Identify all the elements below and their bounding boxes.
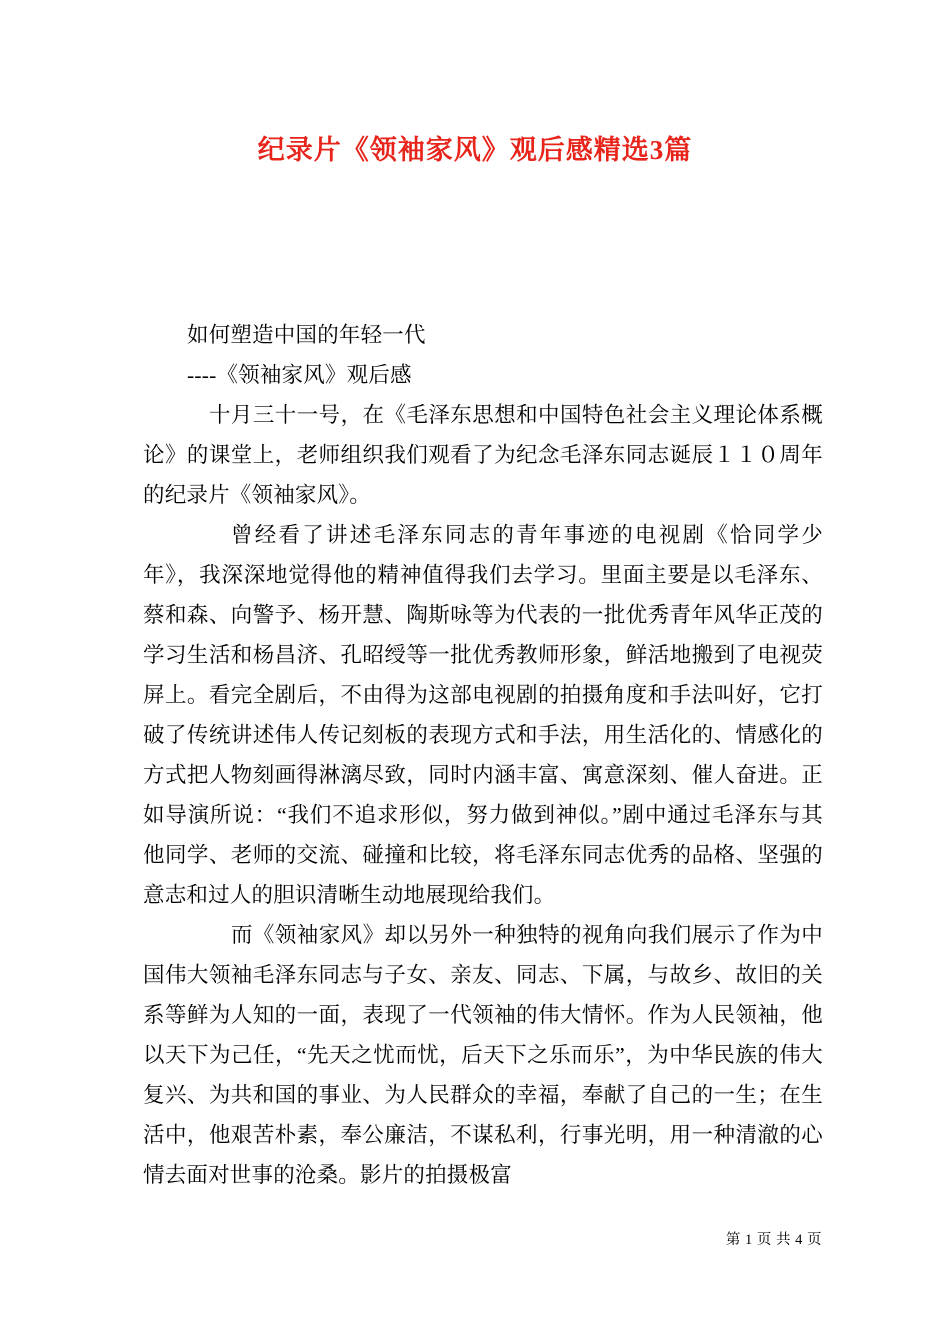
paragraph: 而《领袖家风》却以另外一种独特的视角向我们展示了作为中国伟大领袖毛泽东同志与子女、亲友、同志、下属，与故乡、故旧的关系等鲜为人知的一面，表现了一代领袖的伟大情怀。作为人民领袖，他以天下为己任，“先天之忧而忧，后天下之乐而乐”，为中华民族的伟大复兴、为共和国的事业、为人民群众的幸福，奉献了自己的一生；在生活中，他艰苦朴素，奉公廉洁，不谋私利，行事光明，用一种清澈的心情去面对世事的沧桑。影片的拍摄极富 — [143, 923, 823, 1187]
paragraph: 如何塑造中国的年轻一代 — [187, 323, 426, 347]
page-title: 纪录片《领袖家风》观后感精选3篇 — [257, 135, 693, 165]
paragraph: ----《领袖家风》观后感 — [187, 363, 412, 387]
page-footer: 第 1 页 共 4 页 — [725, 1232, 822, 1248]
paragraph: 十月三十一号，在《毛泽东思想和中国特色社会主义理论体系概论》的课堂上，老师组织我们观看了为纪念毛泽东同志诞辰１１０周年的纪录片《领袖家风》。 — [143, 403, 823, 507]
document-body — [143, 315, 823, 1195]
paragraph: 曾经看了讲述毛泽东同志的青年事迹的电视剧《恰同学少年》，我深深地觉得他的精神值得我们去学习。里面主要是以毛泽东、蔡和森、向警予、杨开慧、陶斯咏等为代表的一批优秀青年风华正茂的学习生活和杨昌济、孔昭绶等一批优秀教师形象，鲜活地搬到了电视荧屏上。看完全剧后，不由得为这部电视剧的拍摄角度和手法叫好，它打破了传统讲述伟人传记刻板的表现方式和手法，用生活化的、情感化的方式把人物刻画得淋漓尽致，同时内涵丰富、寓意深刻、催人奋进。正如导演所说：“我们不追求形似，努力做到神似。”剧中通过毛泽东与其他同学、老师的交流、碰撞和比较，将毛泽东同志优秀的品格、坚强的意志和过人的胆识清晰生动地展现给我们。 — [143, 523, 823, 907]
